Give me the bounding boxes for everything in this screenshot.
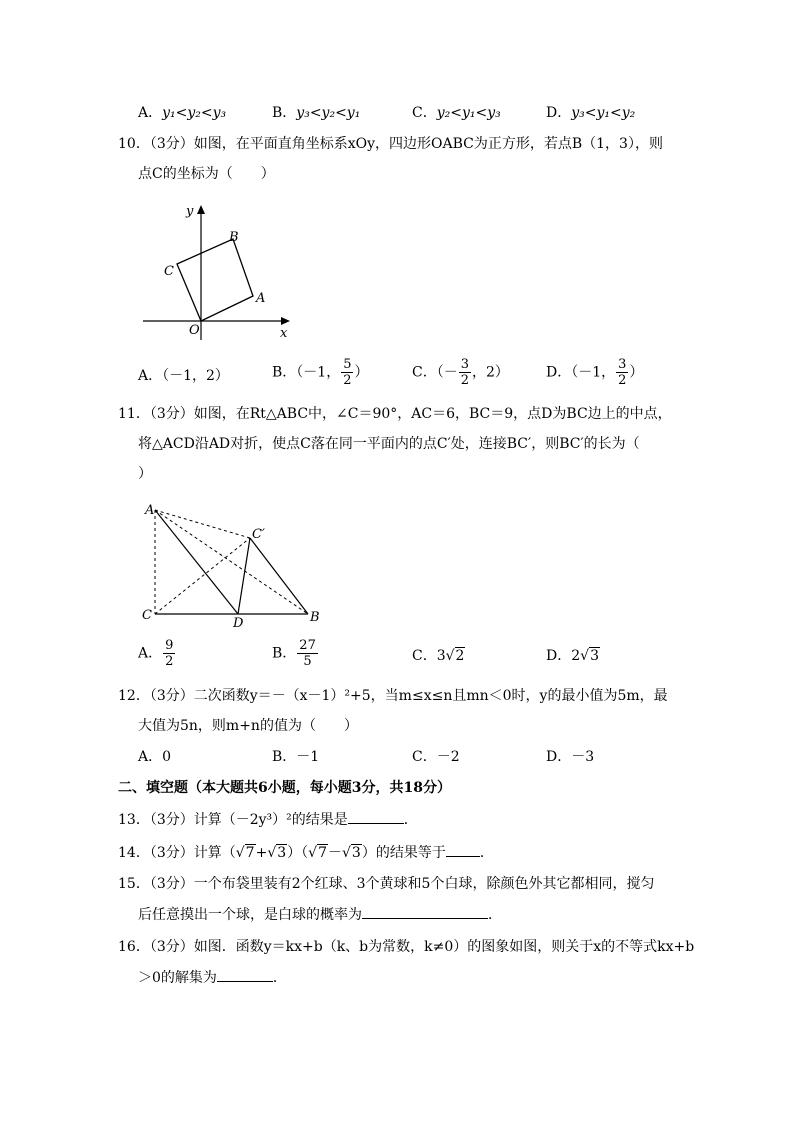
q9-option-c: C．y₂<y₁<y₃ xyxy=(412,105,501,121)
label-y: y xyxy=(186,204,194,219)
q10-stem-line2: 点C的坐标为（ ） xyxy=(138,166,275,182)
q12-option-b: B．－1 xyxy=(272,749,320,765)
q11-stem-line3: ） xyxy=(138,466,152,482)
q9-option-a: A．y₁<y₂<y₃ xyxy=(138,105,227,121)
q10-option-d: D．（－1， $\frac{3}{2}$ ） xyxy=(546,357,644,388)
q12-stem-line1: 12．（3分）二次函数y＝－（x－1）²+5，当m≤x≤n且mn＜0时，y的最小值为5m，最 xyxy=(118,688,668,704)
label-Cprime: C′ xyxy=(252,527,265,542)
q12-option-d: D．－3 xyxy=(546,749,595,765)
label-C: C xyxy=(142,608,152,623)
q9-option-d: D．y₃<y₁<y₂ xyxy=(546,105,636,121)
q11-stem-line1: 11．（3分）如图，在Rt△ABC中，∠C＝90°，AC＝6，BC＝9，点D为BC边上的中点， xyxy=(118,406,672,422)
label-x: x xyxy=(280,326,288,341)
q10-option-b: B．（－1， $\frac{5}{2}$ ） xyxy=(272,357,369,388)
q16-stem-line1: 16．（3分）如图．函数y＝kx+b（k、b为常数，k≠0）的图象如图，则关于x的不等式kx+b xyxy=(118,939,695,955)
label-D: D xyxy=(233,616,244,631)
label-B: B xyxy=(229,230,239,245)
q11-stem-line2: 将△ACD沿AD对折，使点C落在同一平面内的点C′处，连接BC′，则BC′的长为（ xyxy=(138,436,640,452)
q11-option-a: A． $\frac{9}{2}$ xyxy=(138,638,174,669)
q10-option-c: C．（－ $\frac{3}{2}$ ，2） xyxy=(412,357,509,388)
q12-option-c: C．－2 xyxy=(412,749,460,765)
section-heading-fill-in: 二、填空题（本大题共6小题，每小题3分，共18分） xyxy=(118,780,451,796)
label-O: O xyxy=(189,323,200,338)
square-OABC xyxy=(177,239,253,321)
q11-option-b: B． $\frac{27}{5}$ xyxy=(272,638,316,669)
q16-stem-line2: ＞0的解集为 ． xyxy=(138,967,287,988)
y-axis-arrow xyxy=(197,205,205,214)
answer-blank xyxy=(348,809,404,824)
label-A: A xyxy=(256,291,266,306)
q12-option-a: A．0 xyxy=(138,749,172,765)
q14-stem: 14．（3分）计算（√7+√3）（√7－√3）的结果等于 ． xyxy=(118,842,494,863)
q11-option-c: C．3√2 xyxy=(412,648,465,664)
q11-option-d: D．2√3 xyxy=(546,648,599,664)
q11-figure xyxy=(140,500,325,630)
label-C: C xyxy=(164,264,174,279)
label-A: A xyxy=(145,503,155,518)
q13-stem: 13．（3分）计算（－2y³）²的结果是 ． xyxy=(118,809,418,830)
q12-stem-line2: 大值为5n，则m+n的值为（ ） xyxy=(138,718,358,734)
q10-figure xyxy=(140,200,300,345)
q10-option-a: A．（－1，2） xyxy=(138,368,229,384)
q15-stem-line1: 15．（3分）一个布袋里装有2个红球、3个黄球和5个白球，除颜色外其它都相同，搅匀 xyxy=(118,876,655,892)
answer-blank xyxy=(362,904,488,919)
label-B: B xyxy=(310,610,320,625)
answer-blank xyxy=(217,967,273,982)
answer-blank xyxy=(446,842,480,857)
q15-stem-line2: 后任意摸出一个球，是白球的概率为 ． xyxy=(138,904,502,925)
q9-option-b: B．y₃<y₂<y₁ xyxy=(272,105,361,121)
x-axis-arrow xyxy=(281,317,290,325)
q10-stem-line1: 10．（3分）如图，在平面直角坐标系xOy，四边形OABC为正方形，若点B（1，3），则 xyxy=(118,136,663,152)
